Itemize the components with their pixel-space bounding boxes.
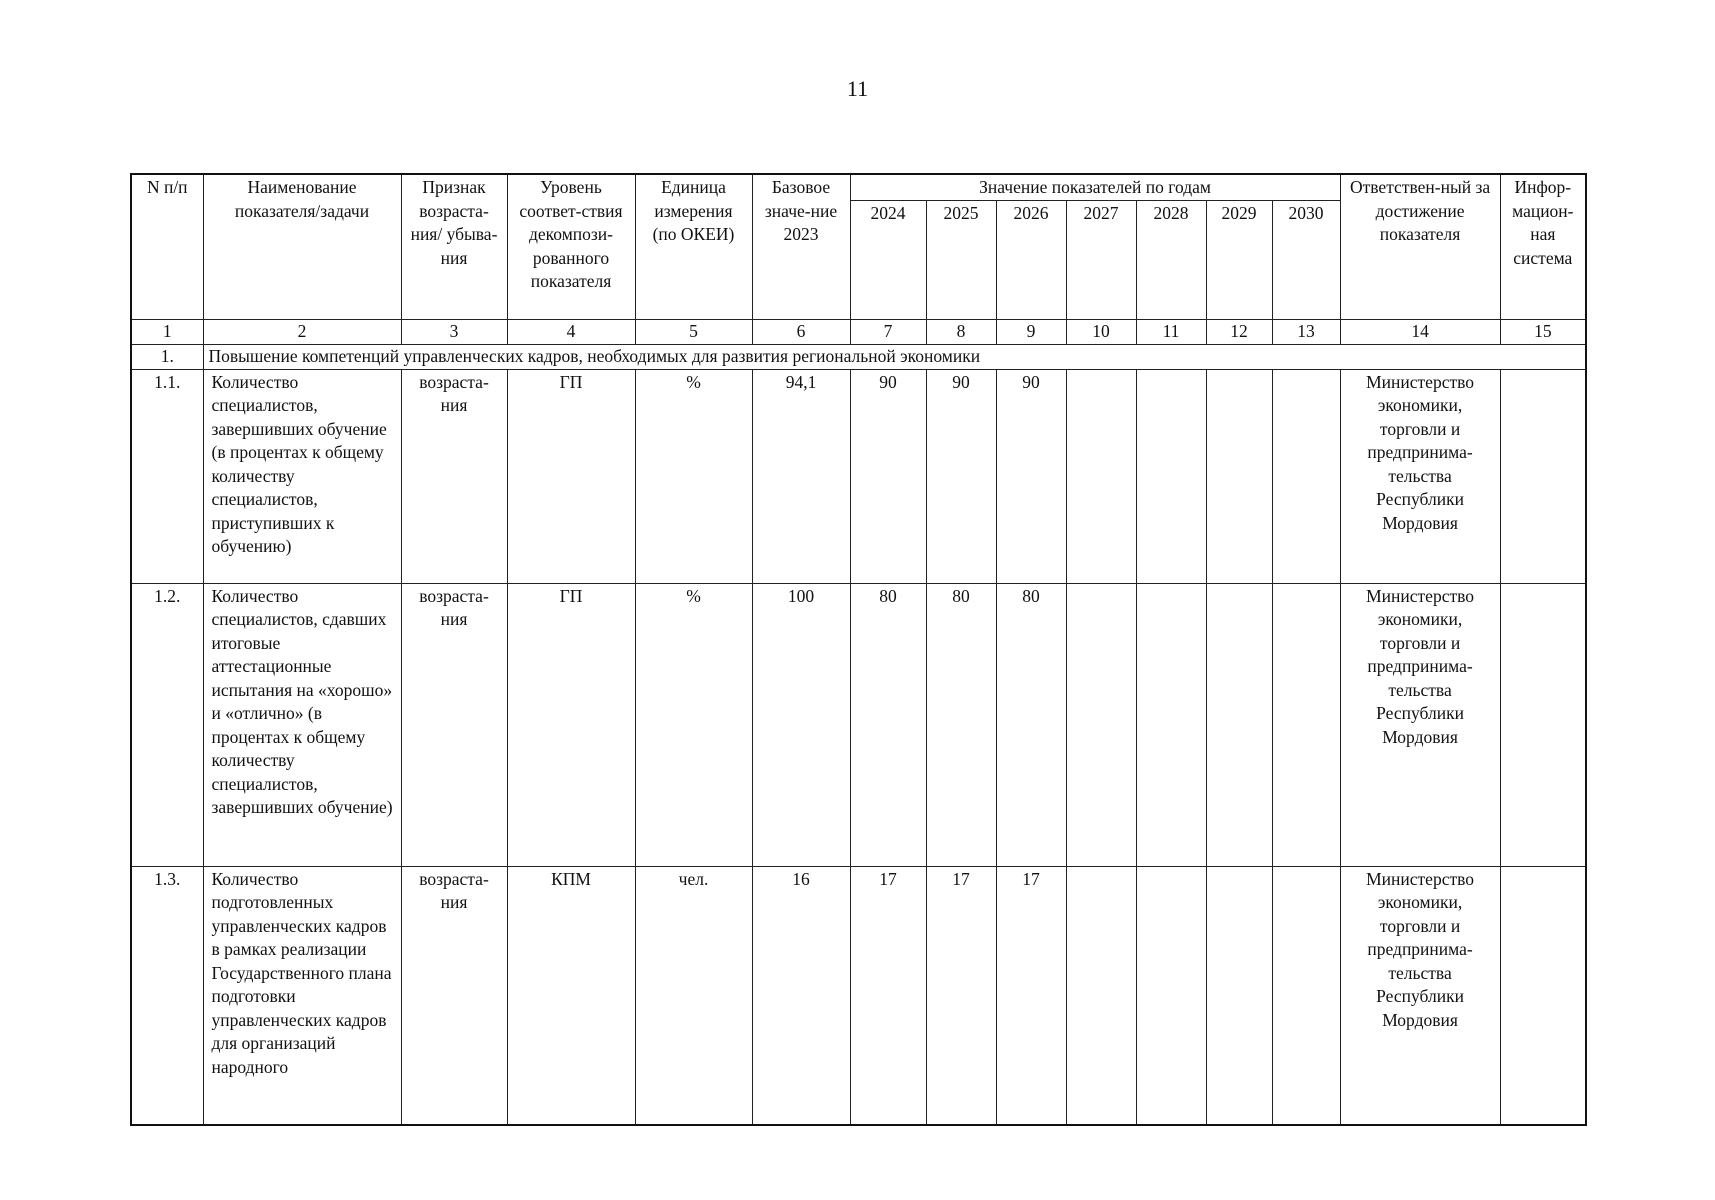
indicator-year-value: 80 [926, 583, 996, 866]
indicator-base-value: 16 [752, 866, 850, 1125]
table-row [131, 369, 1586, 583]
column-number: 2 [203, 319, 401, 344]
indicator-year-value [1206, 583, 1272, 866]
column-number: 11 [1136, 319, 1206, 344]
indicator-year-value: 17 [996, 866, 1066, 1125]
header-unit: Единица измерения (по ОКЕИ) [635, 174, 752, 319]
section-number: 1. [131, 344, 203, 369]
indicator-unit: чел. [635, 866, 752, 1125]
indicator-base-value: 100 [752, 583, 850, 866]
indicator-responsible: Министерство экономики, торговли и предпринима-тельства Республики Мордовия [1340, 583, 1500, 866]
indicator-year-value [1066, 583, 1136, 866]
column-number: 15 [1500, 319, 1586, 344]
column-number: 9 [996, 319, 1066, 344]
column-number: 13 [1272, 319, 1340, 344]
indicator-year-value [1136, 369, 1206, 583]
indicator-level: КПМ [507, 866, 635, 1125]
column-number: 5 [635, 319, 752, 344]
indicator-name: Количество подготовленных управленческих кадров в рамках реализации Государственного плана подготовки управленческих кадров для организаций народного [203, 866, 401, 1125]
indicator-unit: % [635, 369, 752, 583]
header-year: 2026 [996, 200, 1066, 319]
indicator-responsible: Министерство экономики, торговли и предпринима-тельства Республики Мордовия [1340, 866, 1500, 1125]
indicator-name: Количество специалистов, сдавших итоговые аттестационные испытания на «хорошо» и «отлично» (в процентах к общему количеству специалистов, завершивших обучение) [203, 583, 401, 866]
table-row [131, 583, 1586, 866]
header-year: 2030 [1272, 200, 1340, 319]
indicator-year-value: 80 [996, 583, 1066, 866]
indicator-year-value [1206, 866, 1272, 1125]
header-base: Базовое значе-ние 2023 [752, 174, 850, 319]
indicator-unit: % [635, 583, 752, 866]
header-sign: Признак возраста-ния/ убыва-ния [401, 174, 507, 319]
indicator-responsible: Министерство экономики, торговли и предпринима-тельства Республики Мордовия [1340, 369, 1500, 583]
column-number: 1 [131, 319, 203, 344]
indicator-year-value [1066, 866, 1136, 1125]
header-row-1 [131, 174, 1586, 200]
indicator-sign: возраста-ния [401, 583, 507, 866]
column-number: 6 [752, 319, 850, 344]
header-year: 2029 [1206, 200, 1272, 319]
header-info-system: Инфор-мацион-ная система [1500, 174, 1586, 319]
indicator-year-value: 90 [850, 369, 926, 583]
header-year: 2025 [926, 200, 996, 319]
column-number: 14 [1340, 319, 1500, 344]
row-number: 1.3. [131, 866, 203, 1125]
indicator-year-value [1272, 866, 1340, 1125]
column-number: 7 [850, 319, 926, 344]
header-name: Наименование показателя/задачи [203, 174, 401, 319]
indicator-year-value [1206, 369, 1272, 583]
indicator-sign: возраста-ния [401, 369, 507, 583]
header-year: 2024 [850, 200, 926, 319]
indicator-sign: возраста-ния [401, 866, 507, 1125]
indicator-info-system [1500, 369, 1586, 583]
indicator-year-value [1272, 583, 1340, 866]
indicator-year-value: 17 [926, 866, 996, 1125]
column-number: 8 [926, 319, 996, 344]
indicator-year-value [1136, 866, 1206, 1125]
indicator-year-value: 90 [926, 369, 996, 583]
indicator-level: ГП [507, 583, 635, 866]
indicator-year-value [1272, 369, 1340, 583]
header-year: 2028 [1136, 200, 1206, 319]
indicator-year-value [1066, 369, 1136, 583]
indicator-base-value: 94,1 [752, 369, 850, 583]
header-responsible: Ответствен-ный за достижение показателя [1340, 174, 1500, 319]
header-num: N п/п [131, 174, 203, 319]
indicator-year-value [1136, 583, 1206, 866]
column-number: 3 [401, 319, 507, 344]
row-number: 1.2. [131, 583, 203, 866]
indicator-year-value: 17 [850, 866, 926, 1125]
column-numbers-row [131, 319, 1586, 344]
indicator-info-system [1500, 866, 1586, 1125]
indicators-table [130, 173, 1587, 1126]
column-number: 4 [507, 319, 635, 344]
table-row [131, 866, 1586, 1125]
header-level: Уровень соответ-ствия декомпози-рованного показателя [507, 174, 635, 319]
column-number: 10 [1066, 319, 1136, 344]
row-number: 1.1. [131, 369, 203, 583]
indicator-name: Количество специалистов, завершивших обучение (в процентах к общему количеству специалистов, приступивших к обучению) [203, 369, 401, 583]
header-years-group: Значение показателей по годам [850, 174, 1340, 200]
column-number: 12 [1206, 319, 1272, 344]
header-year: 2027 [1066, 200, 1136, 319]
indicator-info-system [1500, 583, 1586, 866]
indicator-year-value: 80 [850, 583, 926, 866]
indicator-year-value: 90 [996, 369, 1066, 583]
indicator-level: ГП [507, 369, 635, 583]
section-row [131, 344, 1586, 369]
page-number: 11 [846, 76, 869, 101]
section-title: Повышение компетенций управленческих кадров, необходимых для развития региональной экономики [203, 344, 1586, 369]
